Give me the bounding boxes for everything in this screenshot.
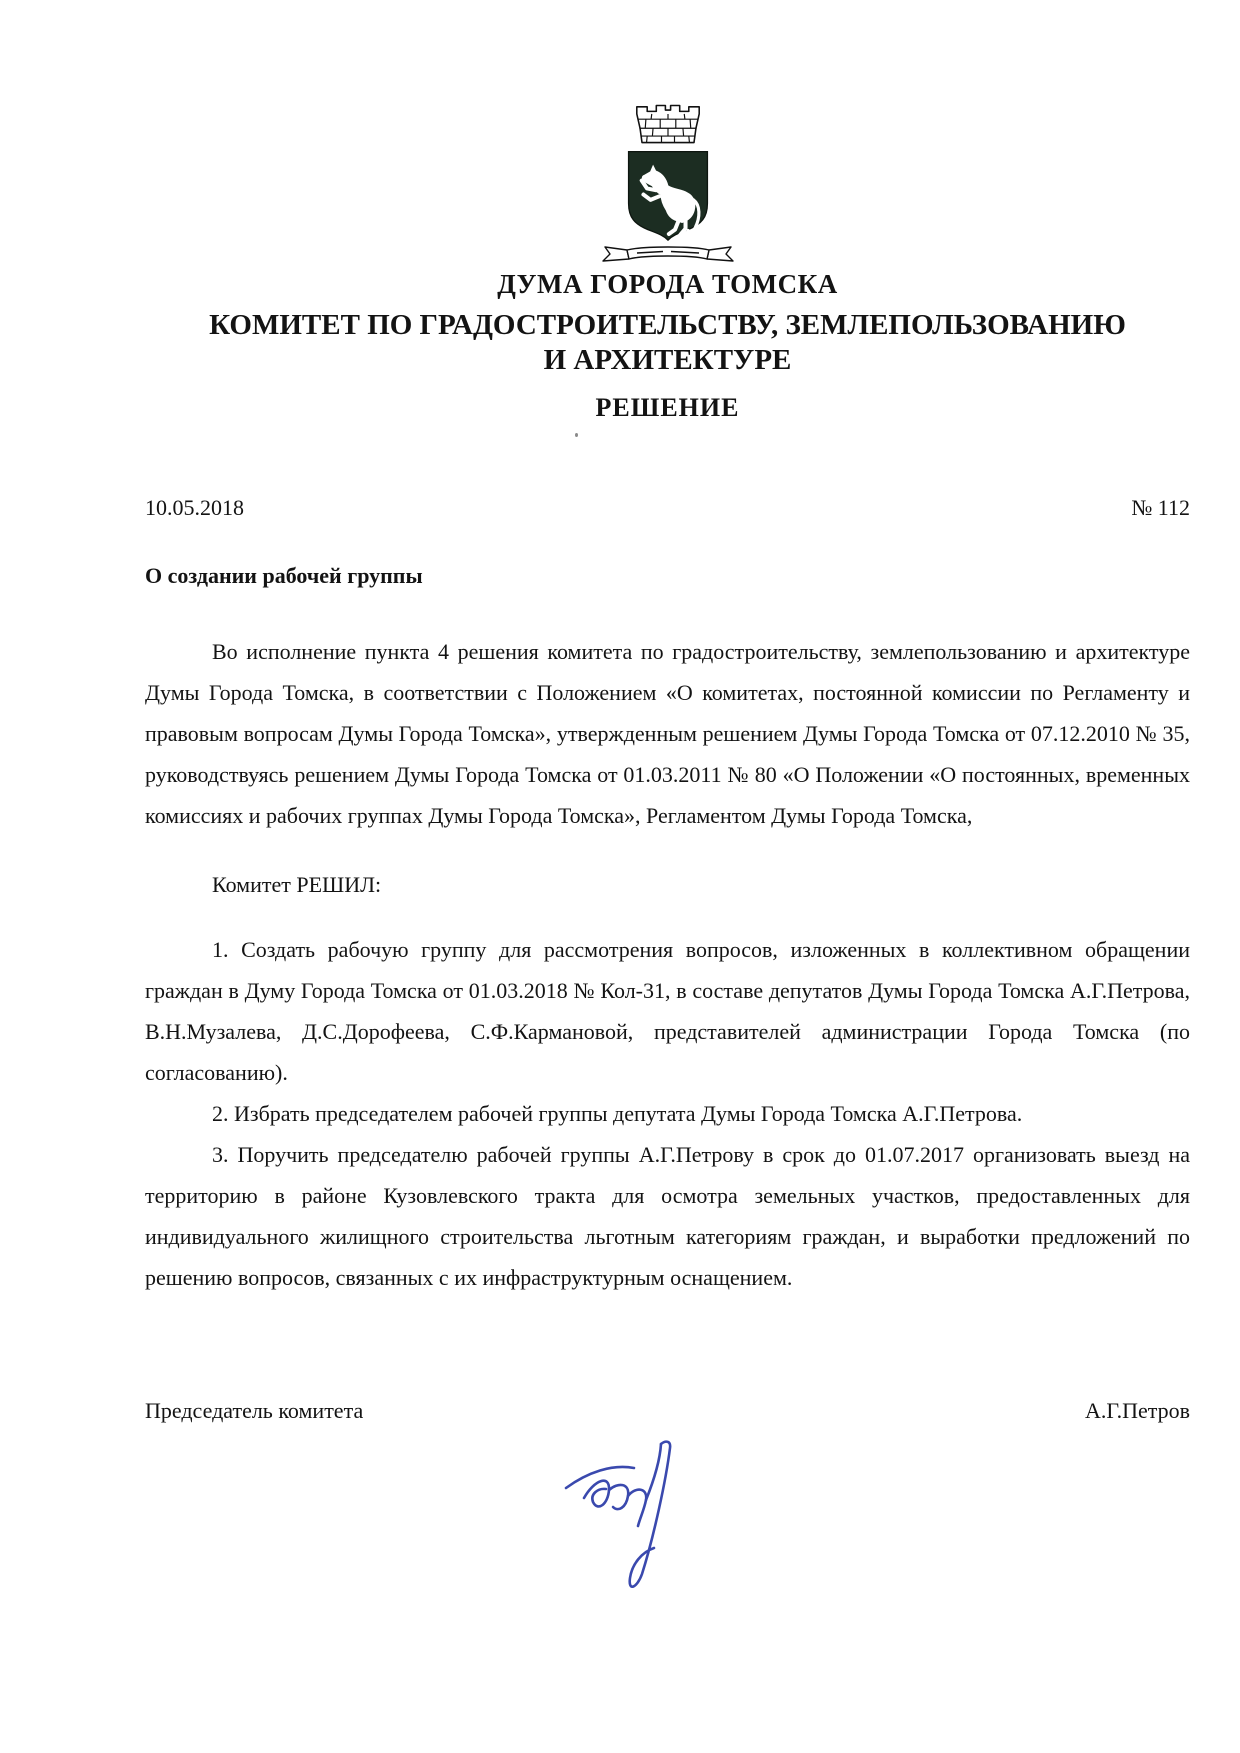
- resolution-item-2: 2. Избрать председателем рабочей группы депутата Думы Города Томска А.Г.Петрова.: [212, 1100, 1023, 1126]
- document-type-title: РЕШЕНИЕ: [595, 392, 740, 422]
- signer-title: Председатель комитета: [145, 1397, 364, 1423]
- date-number-row: [145, 495, 1190, 521]
- coat-of-arms: [145, 103, 1190, 264]
- committee-name: КОМИТЕТ ПО ГРАДОСТРОИТЕЛЬСТВУ, ЗЕМЛЕПОЛЬЗОВАНИЮ И АРХИТЕКТУРЕ: [209, 309, 1126, 377]
- scan-artifact-dot: [575, 433, 578, 437]
- document-date: 10.05.2018: [145, 494, 244, 520]
- organization-name: ДУМА ГОРОДА ТОМСКА: [497, 269, 838, 299]
- handwritten-signature: [560, 1436, 735, 1601]
- resolution-item-3: 3. Поручить председателю рабочей группы А.Г.Петрову в срок до 01.07.2017 организовать выезд на территорию в районе Кузовлевского тракта для осмотра земельных участков, предоставленных для индивидуального жилищного строительства льготным категориям граждан, и выработки предложений по решению вопросов, связанных с их инфраструктурным оснащением.: [145, 1141, 1190, 1290]
- resolution-heading: Комитет РЕШИЛ:: [212, 871, 382, 897]
- document-subject: О создании рабочей группы: [145, 562, 423, 588]
- mural-crown-icon: [629, 103, 707, 147]
- document-number: № 112: [1131, 494, 1190, 520]
- motto-ribbon-icon: [593, 244, 743, 264]
- signer-name: А.Г.Петров: [1084, 1397, 1190, 1423]
- resolution-item-1: 1. Создать рабочую группу для рассмотрения вопросов, изложенных в коллективном обращении граждан в Думу Города Томска от 01.03.2018 № Кол-31, в составе депутатов Думы Города Томска А.Г.Петрова, В.Н.Музалева, Д.С.Дорофеева, С.Ф.Кармановой, представителей администрации Города Томска (по согласованию).: [145, 936, 1190, 1085]
- document-body: [145, 631, 1190, 1298]
- signature-block: [145, 1398, 1190, 1424]
- preamble-paragraph: Во исполнение пункта 4 решения комитета по градостроительству, землепользованию и архитектуре Думы Города Томска, в соответствии с Положением «О комитетах, постоянной комиссии по Регламенту и правовым вопросам Думы Города Томска», утвержденным решением Думы Города Томска от 07.12.2010 № 35, руководствуясь решением Думы Города Томска от 01.03.2011 № 80 «О Положении «О постоянных, временных комиссиях и рабочих группах Думы Города Томска», Регламентом Думы Города Томска,: [145, 638, 1190, 828]
- shield-with-horse-icon: [624, 149, 712, 241]
